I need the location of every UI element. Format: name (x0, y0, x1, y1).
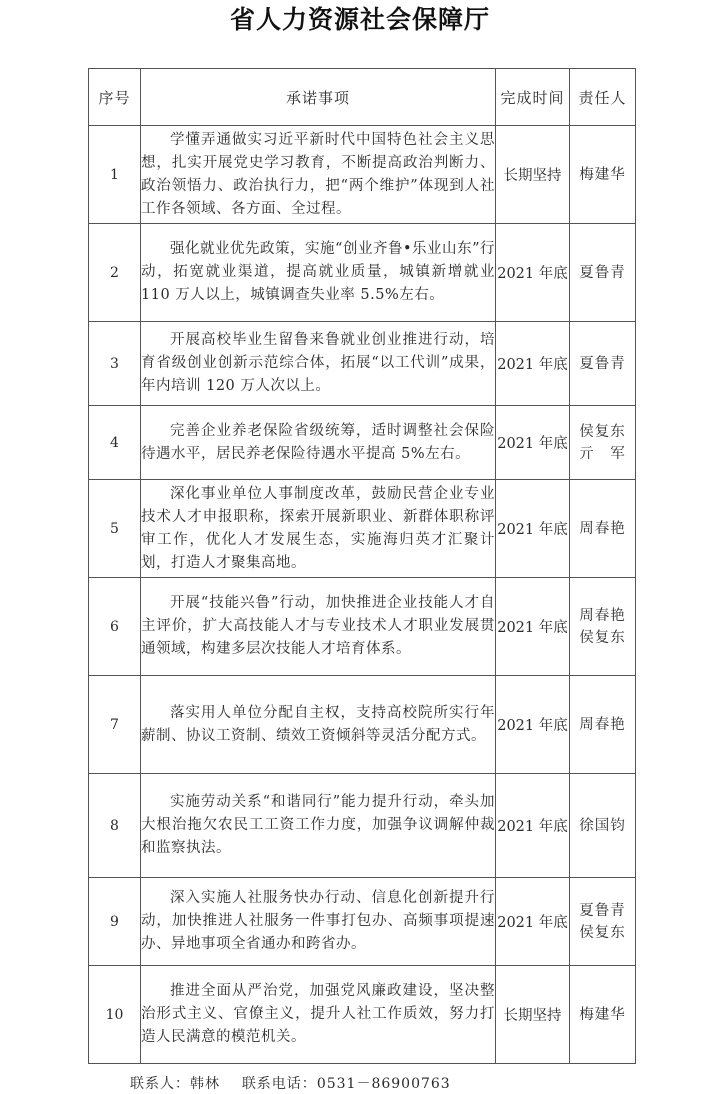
table-row (89, 966, 636, 1064)
row-deadline: 长期坚持 (496, 966, 570, 1064)
header-owner: 责任人 (570, 69, 636, 126)
row-number: 1 (89, 126, 141, 224)
owner-name: 侯复东 (579, 924, 626, 941)
row-deadline: 长期坚持 (496, 126, 570, 224)
row-owner (570, 676, 636, 774)
row-owner (570, 224, 636, 322)
table-row (89, 480, 636, 578)
row-number: 4 (89, 406, 141, 480)
row-owner (570, 578, 636, 676)
table-row (89, 224, 636, 322)
row-number: 9 (89, 878, 141, 966)
row-deadline: 2021 年底 (496, 322, 570, 406)
row-owner (570, 322, 636, 406)
contact-phone-label: 联系电话： (241, 1076, 317, 1092)
owner-name: 亓 军 (579, 445, 626, 462)
table-row (89, 878, 636, 966)
owner-name: 梅建华 (579, 166, 626, 183)
owner-name: 夏鲁青 (579, 902, 626, 919)
row-owner (570, 480, 636, 578)
row-deadline: 2021 年底 (496, 676, 570, 774)
row-owner (570, 878, 636, 966)
page-title: 省人力资源社会保障厅 (229, 5, 490, 34)
row-deadline: 2021 年底 (496, 406, 570, 480)
header-item: 承诺事项 (141, 69, 496, 126)
owner-name: 夏鲁青 (579, 264, 626, 281)
owner-name: 梅建华 (579, 1006, 626, 1023)
row-content: 学懂弄通做实习近平新时代中国特色社会主义思想，扎实开展党史学习教育，不断提高政治判断力、政治领悟力、政治执行力，把“两个维护”体现到人社工作各领域、各方面、全过程。 (141, 126, 496, 224)
row-content: 开展高校毕业生留鲁来鲁就业创业推进行动，培育省级创业创新示范综合体，拓展“以工代训”成果，年内培训 120 万人次以上。 (141, 322, 496, 406)
row-number: 6 (89, 578, 141, 676)
contact-person: 韩林 (190, 1076, 220, 1092)
row-number: 3 (89, 322, 141, 406)
owner-name: 周春艳 (579, 716, 626, 733)
row-number: 8 (89, 774, 141, 878)
row-content: 实施劳动关系“和谐同行”能力提升行动，牵头加大根治拖欠农民工工资工作力度，加强争议调解仲裁和监察执法。 (141, 774, 496, 878)
row-content: 完善企业养老保险省级统筹，适时调整社会保险待遇水平，居民养老保险待遇水平提高 5%左右。 (141, 406, 496, 480)
table-header-row (89, 69, 636, 126)
row-owner (570, 966, 636, 1064)
table-row (89, 406, 636, 480)
row-content: 深化事业单位人事制度改革，鼓励民营企业专业技术人才申报职称，探索开展新职业、新群体职称评审工作，优化人才发展生态，实施海归英才汇聚计划，打造人才聚集高地。 (141, 480, 496, 578)
table-row (89, 676, 636, 774)
row-deadline: 2021 年底 (496, 878, 570, 966)
owner-name: 周春艳 (579, 520, 626, 537)
owner-name: 夏鲁青 (579, 355, 626, 372)
header-no: 序号 (89, 69, 141, 126)
row-number: 2 (89, 224, 141, 322)
header-time: 完成时间 (496, 69, 570, 126)
table-row (89, 578, 636, 676)
row-number: 7 (89, 676, 141, 774)
row-content: 落实用人单位分配自主权，支持高校院所实行年薪制、协议工资制、绩效工资倾斜等灵活分配方式。 (141, 676, 496, 774)
row-content: 强化就业优先政策，实施“创业齐鲁•乐业山东”行动，拓宽就业渠道，提高就业质量，城镇新增就业 110 万人以上，城镇调查失业率 5.5%左右。 (141, 224, 496, 322)
row-deadline: 2021 年底 (496, 480, 570, 578)
row-number: 10 (89, 966, 141, 1064)
row-deadline: 2021 年底 (496, 578, 570, 676)
owner-name: 徐国钧 (579, 817, 626, 834)
table-row (89, 774, 636, 878)
row-content: 深入实施人社服务快办行动、信息化创新提升行动，加快推进人社服务一件事打包办、高频事项提速办、异地事项全省通办和跨省办。 (141, 878, 496, 966)
row-owner (570, 774, 636, 878)
row-content: 开展“技能兴鲁”行动，加快推进企业技能人才自主评价，扩大高技能人才与专业技术人才职业发展贯通领域，构建多层次技能人才培育体系。 (141, 578, 496, 676)
contact-line (130, 1074, 451, 1094)
row-content: 推进全面从严治党，加强党风廉政建设，坚决整治形式主义、官僚主义，提升人社工作质效，努力打造人民满意的模范机关。 (141, 966, 496, 1064)
owner-name: 侯复东 (579, 423, 626, 440)
table-row (89, 322, 636, 406)
owner-name: 周春艳 (579, 607, 626, 624)
table-row (89, 126, 636, 224)
row-owner (570, 406, 636, 480)
row-owner (570, 126, 636, 224)
owner-name: 侯复东 (579, 629, 626, 646)
row-deadline: 2021 年底 (496, 224, 570, 322)
contact-phone: 0531－86900763 (316, 1076, 451, 1092)
row-number: 5 (89, 480, 141, 578)
row-deadline: 2021 年底 (496, 774, 570, 878)
commitment-table (88, 68, 636, 1064)
contact-person-label: 联系人： (130, 1076, 190, 1092)
